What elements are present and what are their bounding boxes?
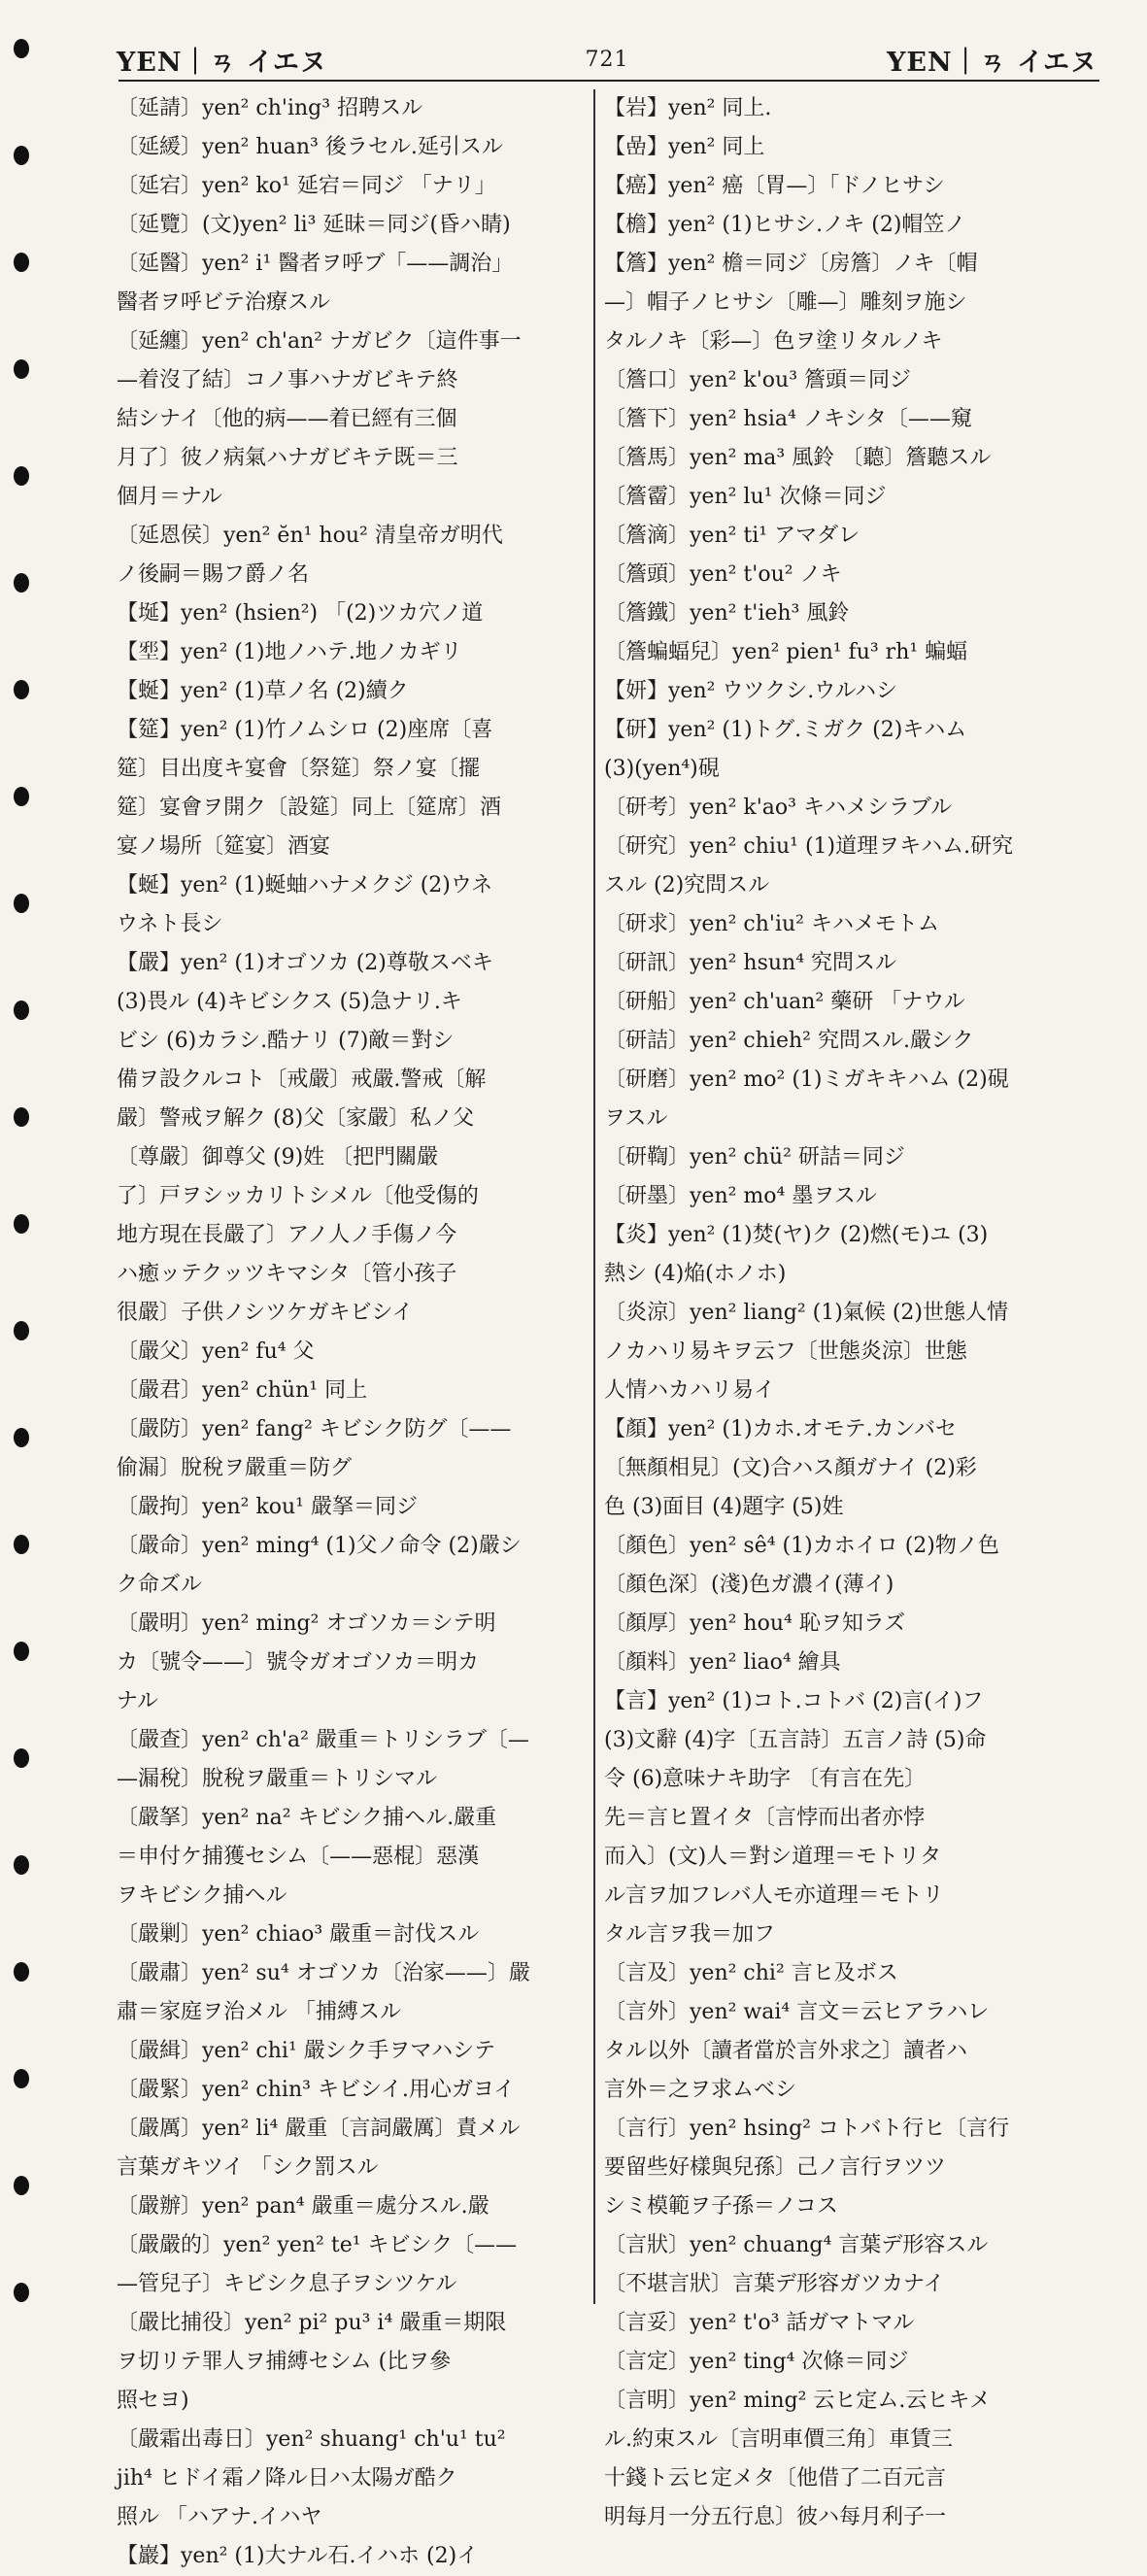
dictionary-line: 〔言明〕yen² ming² 云ヒ定ム.云ヒキメ xyxy=(604,2389,991,2413)
dictionary-line: 〔簷口〕yen² k'ou³ 簷頭＝同ジ xyxy=(604,368,912,392)
dictionary-line: 〔顏厚〕yen² hou⁴ 恥ヲ知ラズ xyxy=(604,1611,906,1636)
dictionary-line: 〔延請〕yen² ch'ing³ 招聘スル xyxy=(117,96,423,120)
dictionary-line: 〔研詰〕yen² chieh² 究問スル.嚴シク xyxy=(604,1029,974,1053)
dictionary-line: 【檐】yen² (1)ヒサシ.ノキ (2)帽笠ノ xyxy=(604,213,966,237)
dictionary-line: 【蜒】yen² (1)蜒蚰ハナメクジ (2)ウネ xyxy=(117,873,493,898)
dictionary-line: 〔簷下〕yen² hsia⁴ ノキシタ〔——窺 xyxy=(604,407,972,431)
dictionary-line: 〔嚴霜出毒日〕yen² shuang¹ ch'u¹ tu² xyxy=(117,2427,506,2452)
binding-hole xyxy=(14,1962,29,1982)
dictionary-line: 宴ノ場所〔筵宴〕酒宴 xyxy=(117,834,331,859)
binding-hole xyxy=(14,573,29,593)
dictionary-line: 〔研鞫〕yen² chü² 研詰＝同ジ xyxy=(604,1145,905,1169)
dictionary-line: 〔延覽〕(文)yen² li³ 延昧＝同ジ(昏ハ睛) xyxy=(117,213,511,237)
dictionary-line: 〔顏色〕yen² sê⁴ (1)カホイロ (2)物ノ色 xyxy=(604,1534,999,1558)
binding-hole xyxy=(14,1000,29,1020)
binding-hole xyxy=(14,2283,29,2302)
dictionary-line: 【埏】yen² (hsien²) 「(2)ツカ穴ノ道 xyxy=(117,601,484,626)
binding-holes xyxy=(14,0,35,2340)
dictionary-line: 〔嚴嚴的〕yen² yen² te¹ キビシク〔—— xyxy=(117,2233,518,2257)
dictionary-line: —〕帽子ノヒサシ〔雕—〕雕刻ヲ施シ xyxy=(604,290,967,315)
dictionary-line: 〔延宕〕yen² ko¹ 延宕＝同ジ 「ナリ」 xyxy=(117,174,496,198)
dictionary-line: 〔嚴父〕yen² fu⁴ 父 xyxy=(117,1339,315,1364)
dictionary-line: 〔嚴拘〕yen² kou¹ 嚴拏＝同ジ xyxy=(117,1495,418,1519)
dictionary-line: 照セヨ) xyxy=(117,2389,189,2413)
dictionary-line: 很嚴〕子供ノシツケガキビシイ xyxy=(117,1301,414,1325)
dictionary-line: 〔簷馬〕yen² ma³ 風鈴 〔聽〕簷聽スル xyxy=(604,446,992,470)
dictionary-line: 〔研磨〕yen² mo² (1)ミガキキハム (2)硯 xyxy=(604,1068,1009,1092)
dictionary-line: 熱シ (4)焔(ホノホ) xyxy=(604,1262,787,1286)
dictionary-line: 令 (6)意味ナキ助字 〔有言在先〕 xyxy=(604,1767,927,1791)
dictionary-line: ハ癒ッテクッツキマシタ〔管小孩子 xyxy=(117,1262,457,1286)
dictionary-line: 〔研求〕yen² ch'iu² キハメモトム xyxy=(604,912,939,936)
binding-hole xyxy=(14,1321,29,1340)
dictionary-line: 偷漏〕脫稅ヲ嚴重＝防グ xyxy=(117,1456,353,1480)
dictionary-line: 〔嚴辦〕yen² pan⁴ 嚴重＝處分スル.嚴 xyxy=(117,2194,489,2219)
dictionary-line: 〔延緩〕yen² huan³ 後ラセル.延引スル xyxy=(117,135,503,159)
dictionary-line: 【炎】yen² (1)焚(ヤ)ク (2)燃(モ)ユ (3) xyxy=(604,1223,989,1247)
dictionary-line: 了〕戸ヲシッカリトシメル〔他受傷的 xyxy=(117,1184,479,1208)
dictionary-line: タル言ヲ我＝加フ xyxy=(604,1922,776,1947)
binding-hole xyxy=(14,1428,29,1447)
dictionary-line: 【筵】yen² (1)竹ノムシロ (2)座席〔喜 xyxy=(117,718,493,742)
binding-hole xyxy=(14,1214,29,1234)
dictionary-line: 【癌】yen² 癌〔胃—〕「ドノヒサシ xyxy=(604,174,945,198)
dictionary-line: 結シナイ〔他的病——着已經有三個 xyxy=(117,407,457,431)
dictionary-line: 〔顏料〕yen² liao⁴ 繪具 xyxy=(604,1650,841,1675)
dictionary-line: 【岩】yen² 同上. xyxy=(604,96,772,120)
dictionary-line: 色 (3)面目 (4)題字 (5)姓 xyxy=(604,1495,844,1519)
dictionary-line: 〔言定〕yen² ting⁴ 次條＝同ジ xyxy=(604,2350,909,2374)
dictionary-line: 〔嚴緝〕yen² chi¹ 嚴シク手ヲマハシテ xyxy=(117,2039,496,2063)
dictionary-line: 〔不堪言狀〕言葉デ形容ガツカナイ xyxy=(604,2272,945,2296)
dictionary-line: 〔言妥〕yen² t'o³ 話ガマトマル xyxy=(604,2311,915,2335)
dictionary-line: 〔嚴君〕yen² chün¹ 同上 xyxy=(117,1378,368,1403)
dictionary-line: ル.約束スル〔言明車價三角〕車賃三 xyxy=(604,2427,953,2452)
dictionary-line: 【簷】yen² 檐＝同ジ〔房簷〕ノキ〔帽 xyxy=(604,252,978,276)
dictionary-line: 嚴〕警戒ヲ解ク (8)父〔家嚴〕私ノ父 xyxy=(117,1106,475,1131)
dictionary-line: カ〔號令——〕號令ガオゴソカ＝明カ xyxy=(117,1650,480,1675)
dictionary-line: 【研】yen² (1)トグ.ミガク (2)キハム xyxy=(604,718,967,742)
dictionary-line: タル以外〔讀者當於言外求之〕讀者ハ xyxy=(604,2039,968,2063)
dictionary-line: 〔研究〕yen² chiu¹ (1)道理ヲキハム.研究 xyxy=(604,834,1014,859)
dictionary-line: —漏稅〕脫稅ヲ嚴重＝トリシマル xyxy=(117,1767,438,1791)
dictionary-line: 筵〕目出度キ宴會〔祭筵〕祭ノ宴〔擺 xyxy=(117,757,481,781)
dictionary-line: 〔嚴剿〕yen² chiao³ 嚴重＝討伐スル xyxy=(117,1922,480,1947)
dictionary-line: 〔嚴肅〕yen² su⁴ オゴソカ〔治家——〕嚴 xyxy=(117,1961,530,1985)
dictionary-line: 〔延恩侯〕yen² ĕn¹ hou² 清皇帝ガ明代 xyxy=(117,524,503,548)
dictionary-line: 地方現在長嚴了〕アノ人ノ手傷ノ今 xyxy=(117,1223,457,1247)
dictionary-line: 人情ハカハリ易イ xyxy=(604,1378,776,1403)
dictionary-line: 〔嚴比捕役〕yen² pi² pu³ i⁴ 嚴重＝期限 xyxy=(117,2311,507,2335)
dictionary-line: 〔顏色深〕(淺)色ガ濃イ(薄イ) xyxy=(604,1573,894,1597)
dictionary-line: 〔尊嚴〕御尊父 (9)姓 〔把門關嚴 xyxy=(117,1145,439,1169)
dictionary-line: 備ヲ設クルコト〔戒嚴〕戒嚴.警戒〔解 xyxy=(117,1068,487,1092)
dictionary-line: 筵〕宴會ヲ開ク〔設筵〕同上〔筵席〕酒 xyxy=(117,796,502,820)
dictionary-line: 〔研船〕yen² ch'uan² 藥研 「ナウル xyxy=(604,990,965,1014)
dictionary-line: ウネト長シ xyxy=(117,912,223,936)
dictionary-line: 〔嚴厲〕yen² li⁴ 嚴重〔言詞嚴厲〕責メル xyxy=(117,2117,521,2141)
dictionary-line: 〔嚴緊〕yen² chin³ キビシイ.用心ガヨイ xyxy=(117,2078,516,2102)
dictionary-line: ビシ (6)カラシ.酷ナリ (7)敵＝對シ xyxy=(117,1029,455,1053)
dictionary-line: 〔簷蝙蝠兒〕yen² pien¹ fu³ rh¹ 蝙蝠 xyxy=(604,640,968,664)
dictionary-line: (3)畏ル (4)キビシクス (5)急ナリ.キ xyxy=(117,990,462,1014)
dictionary-line: —着沒了結〕コノ事ハナガビキテ終 xyxy=(117,368,458,392)
dictionary-line: 〔延纏〕yen² ch'an² ナガビク〔這件事一 xyxy=(117,329,522,354)
dictionary-line: 【言】yen² (1)コト.コトバ (2)言(イ)フ xyxy=(604,1689,984,1713)
column-divider xyxy=(593,89,595,2304)
dictionary-line: 照ル 「ハアナ.イハヤ xyxy=(117,2505,322,2529)
dictionary-line: 〔簷鐵〕yen² t'ieh³ 風鈴 xyxy=(604,601,850,626)
right-column xyxy=(604,89,1097,2529)
dictionary-line: タルノキ〔彩—〕色ヲ塗リタルノキ xyxy=(604,329,943,354)
dictionary-line: 言外＝之ヲ求ムベシ xyxy=(604,2078,797,2102)
dictionary-line: 言葉ガキツイ 「シク罰スル xyxy=(117,2155,379,2180)
binding-hole xyxy=(14,2069,29,2088)
dictionary-line: 【𡌯】yen² (1)地ノハテ.地ノカギリ xyxy=(117,640,462,664)
binding-hole xyxy=(14,1855,29,1875)
dictionary-line: 【蜒】yen² (1)草ノ名 (2)續ク xyxy=(117,679,409,703)
binding-hole xyxy=(14,39,29,58)
header-left-title: YEN｜ㄢ イエヌ xyxy=(117,47,327,78)
dictionary-line: 【巖】yen² (1)大ナル石.イハホ (2)イ xyxy=(117,2544,479,2568)
binding-hole xyxy=(14,894,29,913)
header-rule xyxy=(118,80,1099,82)
dictionary-line: 〔言行〕yen² hsing² コトバト行ヒ〔言行 xyxy=(604,2117,1010,2141)
dictionary-line: 〔研考〕yen² k'ao³ キハメシラブル xyxy=(604,796,953,820)
dictionary-line: 月了〕彼ノ病氣ハナガビキテ既＝三 xyxy=(117,446,458,470)
dictionary-line: ＝申付ケ捕獲セシム〔——惡棍〕惡漢 xyxy=(117,1845,480,1869)
dictionary-line: ヲキビシク捕ヘル xyxy=(117,1883,287,1908)
dictionary-line: スル (2)究問スル xyxy=(604,873,770,898)
dictionary-line: 要留些好樣與兒孫〕己ノ言行ヲツツ xyxy=(604,2155,947,2180)
dictionary-line: 〔簷滴〕yen² ti¹ アマダレ xyxy=(604,524,860,548)
dictionary-line: 肅＝家庭ヲ治メル 「捕縛スル xyxy=(117,2000,401,2024)
dictionary-line: シミ模範ヲ子孫＝ノコス xyxy=(604,2194,838,2219)
binding-hole xyxy=(14,253,29,272)
dictionary-line: 【嵒】yen² 同上 xyxy=(604,135,765,159)
page-number: 721 xyxy=(585,47,629,72)
dictionary-line: (3)(yen⁴)硯 xyxy=(604,757,720,781)
dictionary-line: ル言ヲ加フレバ人モ亦道理＝モトリ xyxy=(604,1883,944,1908)
dictionary-line: 醫者ヲ呼ビテ治療スル xyxy=(117,290,331,315)
dictionary-line: 〔嚴查〕yen² ch'a² 嚴重＝トリシラブ〔— xyxy=(117,1728,529,1752)
dictionary-line: 〔延醫〕yen² i¹ 醫者ヲ呼ブ「——調治」 xyxy=(117,252,514,276)
dictionary-line: 而入〕(文)人＝對シ道理＝モトリタ xyxy=(604,1845,942,1869)
dictionary-line: 〔炎涼〕yen² liang² (1)氣候 (2)世態人情 xyxy=(604,1301,1009,1325)
dictionary-line: ノ後嗣＝賜フ爵ノ名 xyxy=(117,562,310,587)
dictionary-line: 〔嚴明〕yen² ming² オゴソカ＝シテ明 xyxy=(117,1611,496,1636)
dictionary-line: 【嚴】yen² (1)オゴソカ (2)尊敬スベキ xyxy=(117,951,493,975)
page-header xyxy=(117,35,1097,84)
binding-hole xyxy=(14,2176,29,2195)
dictionary-line: 〔言狀〕yen² chuang⁴ 言葉デ形容スル xyxy=(604,2233,989,2257)
dictionary-line: 【妍】yen² ウツクシ.ウルハシ xyxy=(604,679,898,703)
dictionary-line: —管兒子〕キビシク息子ヲシツケル xyxy=(117,2272,457,2296)
dictionary-line: 〔簷頭〕yen² t'ou² ノキ xyxy=(604,562,842,587)
dictionary-line: 〔嚴拏〕yen² na² キビシク捕ヘル.嚴重 xyxy=(117,1806,497,1830)
dictionary-line: ヲ切リテ罪人ヲ捕縛セシム (比ヲ參 xyxy=(117,2350,452,2374)
dictionary-line: ナル xyxy=(117,1689,158,1713)
left-column xyxy=(117,89,588,2568)
binding-hole xyxy=(14,1748,29,1768)
dictionary-line: 先＝言ヒ置イタ〔言悖而出者亦悖 xyxy=(604,1806,926,1830)
dictionary-line: ノカハリ易キヲ云フ〔世態炎涼〕世態 xyxy=(604,1339,967,1364)
dictionary-line: 十錢ト云ヒ定メタ〔他借了二百元言 xyxy=(604,2466,947,2491)
dictionary-line: 〔嚴命〕yen² ming⁴ (1)父ノ命令 (2)嚴シ xyxy=(117,1534,522,1558)
dictionary-line: 個月＝ナル xyxy=(117,485,222,509)
dictionary-line: (3)文辭 (4)字〔五言詩〕五言ノ詩 (5)命 xyxy=(604,1728,987,1752)
binding-hole xyxy=(14,1535,29,1554)
binding-hole xyxy=(14,787,29,806)
binding-hole xyxy=(14,680,29,699)
dictionary-line: jih⁴ ヒドイ霜ノ降ル日ハ太陽ガ酷ク xyxy=(117,2466,457,2491)
dictionary-line: 〔言外〕yen² wai⁴ 言文＝云ヒアラハレ xyxy=(604,2000,990,2024)
dictionary-line: 〔言及〕yen² chi² 言ヒ及ボス xyxy=(604,1961,898,1985)
binding-hole xyxy=(14,146,29,165)
binding-hole xyxy=(14,1642,29,1661)
binding-hole xyxy=(14,359,29,379)
dictionary-line: 【顏】yen² (1)カホ.オモテ.カンバセ xyxy=(604,1417,958,1441)
dictionary-line: 〔無顏相見〕(文)合ハス顏ガナイ (2)彩 xyxy=(604,1456,977,1480)
dictionary-line: 〔研訊〕yen² hsun⁴ 究問スル xyxy=(604,951,897,975)
header-right-title: YEN｜ㄢ イエヌ xyxy=(887,47,1097,78)
dictionary-line: ヲスル xyxy=(604,1106,668,1131)
dictionary-line: ク命ズル xyxy=(117,1573,203,1597)
dictionary-line: 〔研墨〕yen² mo⁴ 墨ヲスル xyxy=(604,1184,877,1208)
binding-hole xyxy=(14,466,29,486)
dictionary-line: 〔簷霤〕yen² lu¹ 次條＝同ジ xyxy=(604,485,887,509)
dictionary-line: 明每月一分五行息〕彼ハ每月利子一 xyxy=(604,2505,947,2529)
binding-hole xyxy=(14,1107,29,1127)
dictionary-line: 〔嚴防〕yen² fang² キビシク防グ〔—— xyxy=(117,1417,512,1441)
